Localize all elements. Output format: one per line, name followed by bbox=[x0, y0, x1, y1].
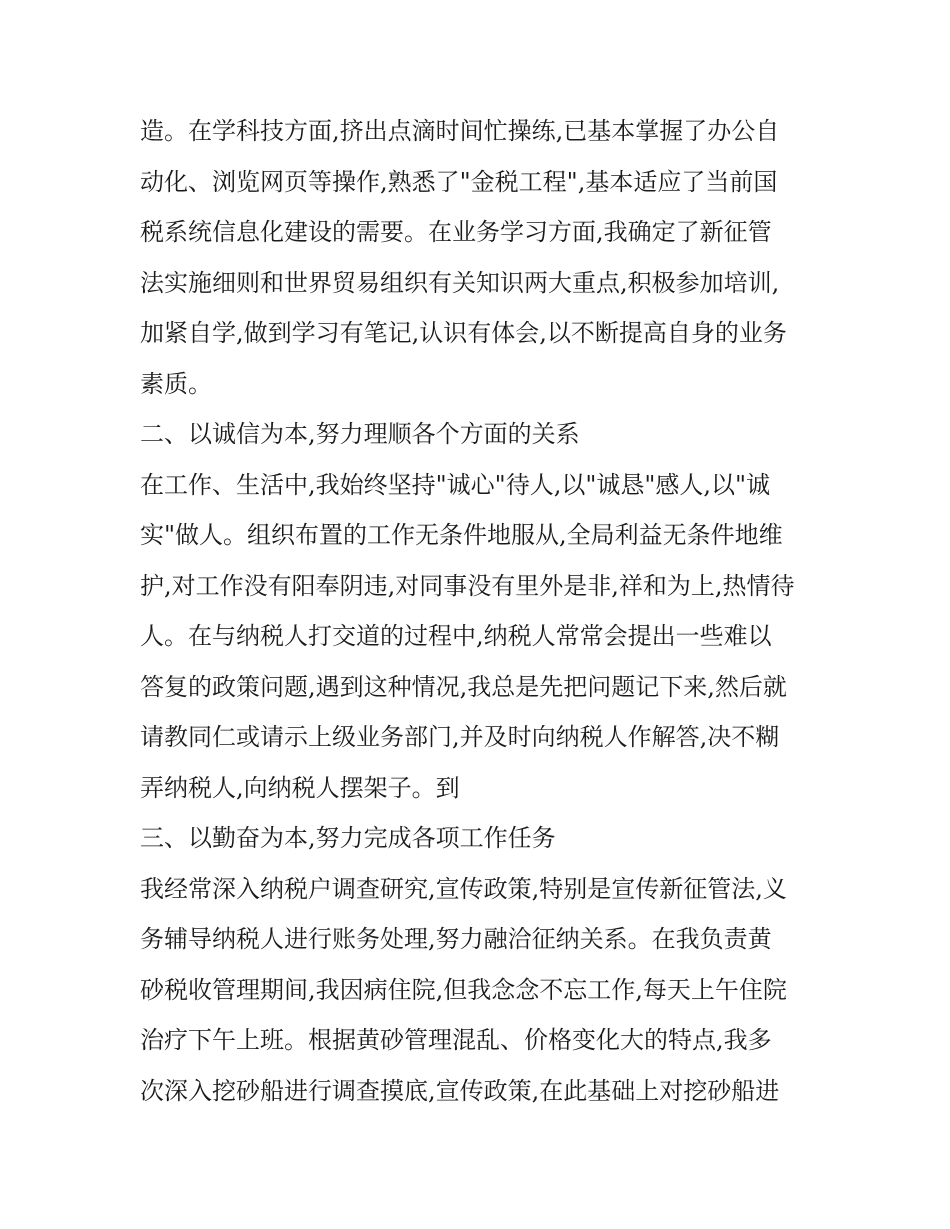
section-heading: 二、以诚信为本,努力理顺各个方面的关系 bbox=[140, 420, 580, 448]
text-line: 税系统信息化建设的需要。在业务学习方面,我确定了新征管 bbox=[140, 218, 772, 246]
text-line: 答复的政策问题,遇到这种情况,我总是先把问题记下来,然后就 bbox=[140, 672, 787, 701]
text-line: 动化、浏览网页等操作,熟悉了"金税工程",基本适应了当前国 bbox=[140, 167, 778, 196]
body-text bbox=[140, 106, 820, 1116]
text-line: 人。在与纳税人打交道的过程中,纳税人常常会提出一些难以 bbox=[140, 622, 772, 650]
text-line: 造。在学科技方面,挤出点滴时间忙操练,已基本掌握了办公自 bbox=[140, 117, 780, 145]
text-line: 次深入挖砂船进行调查摸底,宣传政策,在此基础上对挖砂船进 bbox=[140, 1076, 780, 1105]
text-line: 我经常深入纳税户调查研究,宣传政策,特别是宣传新征管法,义 bbox=[140, 874, 787, 903]
text-line: 加紧自学,做到学习有笔记,认识有体会,以不断提高自身的业务 bbox=[140, 319, 787, 347]
text-line: 法实施细则和世界贸易组织有关知识两大重点,积极参加培训, bbox=[140, 268, 780, 297]
text-line: 务辅导纳税人进行账务处理,努力融洽征纳关系。在我负责黄 bbox=[140, 925, 772, 953]
text-line: 护,对工作没有阳奉阴违,对同事没有里外是非,祥和为上,热情待 bbox=[140, 571, 795, 600]
text-line: 素质。 bbox=[140, 369, 212, 398]
text-line: 弄纳税人,向纳税人摆架子。到 bbox=[140, 773, 460, 802]
text-line: 实"做人。组织布置的工作无条件地服从,全局利益无条件地维 bbox=[140, 521, 783, 549]
text-line: 请教同仁或请示上级业务部门,并及时向纳税人作解答,决不糊 bbox=[140, 723, 780, 751]
section-heading: 三、以勤奋为本,努力完成各项工作任务 bbox=[140, 824, 556, 852]
text-line: 治疗下午上班。根据黄砂管理混乱、价格变化大的特点,我多 bbox=[140, 1026, 772, 1054]
text-line: 在工作、生活中,我始终坚持"诚心"待人,以"诚恳"感人,以"诚 bbox=[140, 470, 771, 499]
text-line: 砂税收管理期间,我因病住院,但我念念不忘工作,每天上午住院 bbox=[140, 975, 787, 1004]
